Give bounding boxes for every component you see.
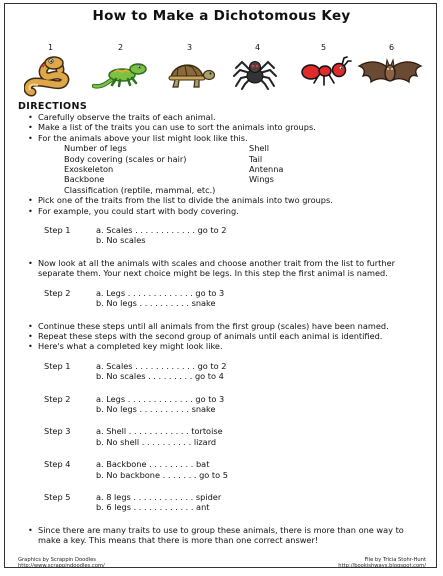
animal-number-4: 4 [255, 43, 261, 52]
key-step-5 [18, 492, 428, 513]
step-option-b: b. No backbone . . . . . . . go to 5 [96, 469, 228, 480]
ant-icon [300, 55, 352, 89]
trait-item: Wings [249, 174, 274, 185]
footer-credits-left [18, 557, 105, 569]
step-label: Step 2 [44, 287, 71, 298]
key-step-2 [18, 394, 428, 415]
footer-credits-right [338, 557, 426, 569]
step-option-a: a. Legs . . . . . . . . . . . . . go to 3 [96, 393, 225, 404]
step-option-b: b. No scales [96, 235, 146, 246]
spider-icon [232, 54, 278, 90]
step-option-a: a. Shell . . . . . . . . . . . . tortoise [96, 426, 223, 437]
trait-item: Backbone [64, 174, 105, 185]
bat-icon [357, 56, 423, 88]
step-option-b: b. 6 legs . . . . . . . . . . . . ant [96, 502, 210, 513]
footer-file-credit: File by Tricia Stohr-Hunt [364, 557, 426, 563]
step-option-a: a. Scales . . . . . . . . . . . . go to 2 [96, 225, 227, 236]
animal-number-2: 2 [118, 43, 124, 52]
bullet-item: • Now look at all the animals with scales and choose another trait from the list to further separate them. Your next choice might be legs. In this step the first animal is named. [18, 258, 428, 279]
key-step-4 [18, 459, 428, 480]
directions-heading: DIRECTIONS [18, 101, 88, 112]
step-label: Step 2 [44, 393, 71, 404]
lizard-icon [92, 56, 148, 90]
key-step-1 [18, 361, 428, 382]
trait-item: Exoskeleton [64, 164, 114, 175]
step-option-a: a. Scales . . . . . . . . . . . . go to 2 [96, 360, 227, 371]
trait-item: Classification (reptile, mammal, etc.) [64, 184, 216, 195]
trait-item: Body covering (scales or hair) [64, 153, 187, 164]
footer-graphics-credit: Graphics by Scrappin Doodles [18, 557, 96, 563]
snake-icon [24, 52, 72, 98]
step-option-b: b. No legs . . . . . . . . . . snake [96, 403, 216, 414]
animal-number-1: 1 [48, 43, 54, 52]
bullet-item: • For example, you could start with body covering. [18, 206, 428, 216]
example-step-1 [18, 225, 428, 246]
trait-item: Shell [249, 143, 269, 154]
key-step-3 [18, 426, 428, 447]
step-label: Step 3 [44, 426, 71, 437]
step-label: Step 5 [44, 491, 71, 502]
bullet-item: • Here's what a completed key might look like. [18, 341, 428, 351]
page-title: How to Make a Dichotomous Key [92, 8, 351, 24]
bullet-item: • Pick one of the traits from the list to divide the animals into two groups. [18, 195, 428, 205]
step-option-b: b. No legs . . . . . . . . . . snake [96, 298, 216, 309]
bullet-item: • Make a list of the traits you can use to sort the animals into groups. [18, 122, 428, 132]
bullet-item: • Since there are many traits to use to group these animals, there is more than one way to make a key. This means that there is more than one correct answer! [18, 525, 428, 546]
trait-item: Number of legs [64, 143, 127, 154]
tortoise-icon [163, 55, 215, 91]
footer-file-url[interactable]: http://bookishways.blogspot.com/ [338, 563, 426, 569]
footer-graphics-url[interactable]: http://www.scrappindoodles.com/ [18, 563, 105, 569]
example-step-2 [18, 288, 428, 309]
step-option-b: b. No shell . . . . . . . . . . lizard [96, 436, 217, 447]
bullet-item: • Repeat these steps with the second group of animals until each animal is identified. [18, 331, 428, 341]
step-option-a: a. 8 legs . . . . . . . . . . . . spider [96, 491, 222, 502]
step-label: Step 1 [44, 225, 71, 236]
step-label: Step 4 [44, 459, 71, 470]
step-option-b: b. No scales . . . . . . . . . go to 4 [96, 371, 224, 382]
animal-number-6: 6 [389, 43, 395, 52]
step-option-a: a. Backbone . . . . . . . . . bat [96, 459, 210, 470]
step-label: Step 1 [44, 360, 71, 371]
trait-list [18, 143, 428, 195]
animal-number-3: 3 [187, 43, 193, 52]
step-option-a: a. Legs . . . . . . . . . . . . . go to 3 [96, 287, 225, 298]
trait-item: Antenna [249, 164, 284, 175]
directions-content [18, 112, 428, 546]
bullet-item: • Continue these steps until all animals from the first group (scales) have been named. [18, 321, 428, 331]
bullet-item: • For the animals above your list might look like this. [18, 133, 428, 143]
bullet-item: • Carefully observe the traits of each animal. [18, 112, 428, 122]
trait-item: Tail [249, 153, 263, 164]
animal-number-5: 5 [321, 43, 327, 52]
